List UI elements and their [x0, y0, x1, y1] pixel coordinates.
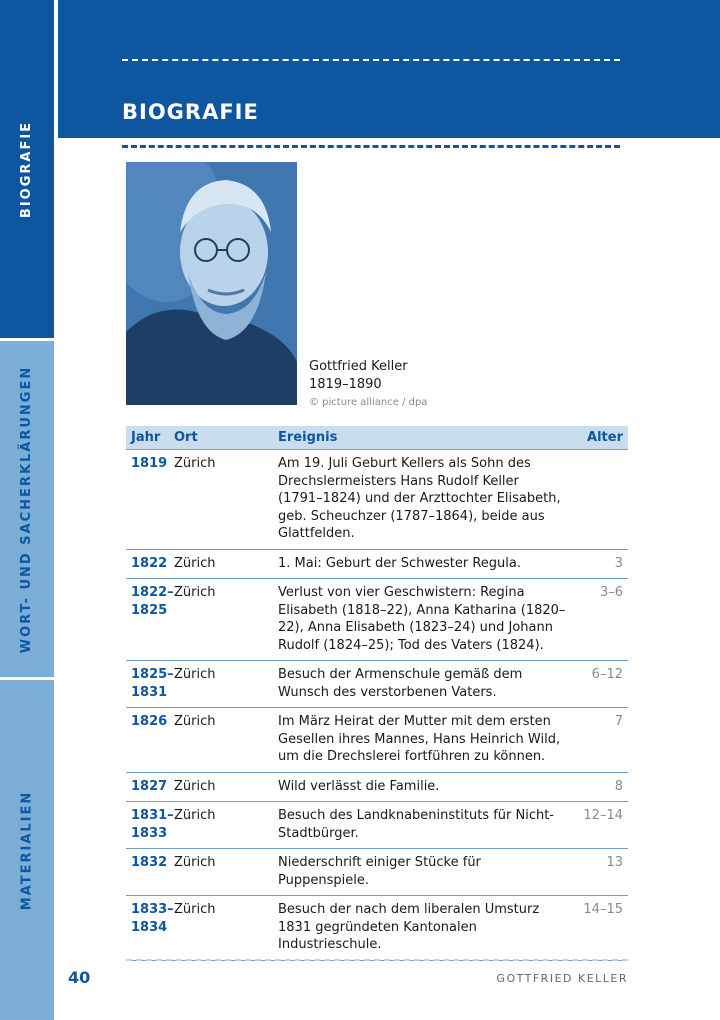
portrait-name: Gottfried Keller — [309, 359, 408, 374]
header-age: Alter — [587, 430, 623, 445]
table-row — [126, 849, 628, 896]
page-number: 40 — [68, 968, 91, 987]
row-event: Am 19. Juli Geburt Kellers als Sohn des Drechslermeisters Hans Rudolf Keller (1791–1824) und der Arzttochter Elisabeth, geb. Scheuchzer (1787–1864), beide aus Glattfelden. — [278, 456, 561, 541]
row-place: Zürich — [174, 667, 216, 682]
running-title: GOTTFRIED KELLER — [496, 972, 628, 985]
row-event: Besuch der nach dem liberalen Umsturz 1831 gegründeten Kantonalen Industrieschule. — [278, 902, 540, 952]
photo-credit: © picture alliance / dpa — [309, 397, 428, 408]
row-year: 1822–1825 — [131, 585, 174, 618]
row-year: 1826 — [131, 714, 168, 729]
row-year: 1833–1834 — [131, 902, 174, 935]
tab-materialien[interactable] — [0, 680, 54, 1020]
row-year: 1832 — [131, 855, 168, 870]
row-age: 12–14 — [583, 808, 623, 823]
row-age: 13 — [606, 855, 623, 870]
row-place: Zürich — [174, 456, 216, 471]
row-age: 8 — [614, 778, 623, 794]
header-dash-divider — [122, 59, 620, 61]
row-year: 1822 — [131, 555, 168, 571]
portrait-dates: 1819–1890 — [309, 377, 382, 392]
row-age: 6–12 — [591, 667, 623, 682]
tab-biografie[interactable] — [0, 0, 54, 338]
table-row — [126, 708, 628, 773]
table-row — [126, 773, 628, 803]
row-place: Zürich — [174, 585, 216, 600]
row-age: 3–6 — [599, 585, 623, 600]
row-place: Zürich — [174, 902, 216, 917]
row-event: Verlust von vier Geschwistern: Regina Elisabeth (1818–22), Anna Katharina (1820–22), Anna Elisabeth (1823–24) und Johann Rudolf (1824–25); Tod des Vaters (1824). — [278, 585, 566, 653]
row-place: Zürich — [174, 855, 216, 870]
header-place: Ort — [174, 430, 198, 445]
portrait-caption — [309, 358, 408, 394]
title-dash-divider — [122, 145, 620, 148]
row-place: Zürich — [174, 714, 216, 729]
row-year: 1819 — [131, 456, 168, 471]
table-header-row — [126, 426, 628, 450]
row-event: Besuch der Armenschule gemäß dem Wunsch des verstorbenen Vaters. — [278, 667, 523, 700]
row-event: Im März Heirat der Mutter mit dem ersten Gesellen ihres Mannes, Hans Heinrich Wild, um die Drechslerei fortführen zu können. — [278, 714, 561, 764]
row-age: 3 — [614, 555, 623, 571]
row-age: 14–15 — [583, 902, 623, 917]
row-age: 7 — [614, 714, 623, 729]
table-row — [126, 661, 628, 708]
row-event: 1. Mai: Geburt der Schwester Regula. — [278, 555, 521, 571]
row-event: Besuch des Landknabeninstituts für Nicht-Stadtbürger. — [278, 808, 555, 841]
chronology-table — [126, 426, 628, 961]
portrait-photo — [126, 162, 297, 405]
row-year: 1831–1833 — [131, 808, 174, 841]
tab-biografie-label: BIOGRAFIE — [19, 120, 35, 218]
table-row — [126, 896, 628, 961]
table-row — [126, 550, 628, 580]
row-age — [572, 455, 628, 543]
table-row — [126, 802, 628, 849]
section-sidebar — [0, 0, 54, 1020]
table-row — [126, 579, 628, 661]
row-place: Zürich — [174, 808, 216, 823]
page-title: BIOGRAFIE — [122, 100, 259, 124]
footer-dash-divider — [126, 959, 628, 961]
tab-wort-und-sacherklaerungen[interactable] — [0, 341, 54, 677]
tab-wort-label: WORT- UND SACHERKLÄRUNGEN — [19, 365, 35, 653]
header-year: Jahr — [131, 430, 161, 445]
row-year: 1825–1831 — [131, 667, 174, 700]
table-row — [126, 450, 628, 550]
row-event: Niederschrift einiger Stücke für Puppenspiele. — [278, 855, 481, 888]
portrait-image — [126, 162, 297, 405]
header-event: Ereignis — [278, 430, 338, 445]
row-event: Wild verlässt die Familie. — [278, 778, 440, 794]
row-year: 1827 — [131, 778, 168, 794]
row-place: Zürich — [174, 778, 216, 794]
tab-materialien-label: MATERIALIEN — [19, 790, 35, 910]
row-place: Zürich — [174, 555, 216, 571]
